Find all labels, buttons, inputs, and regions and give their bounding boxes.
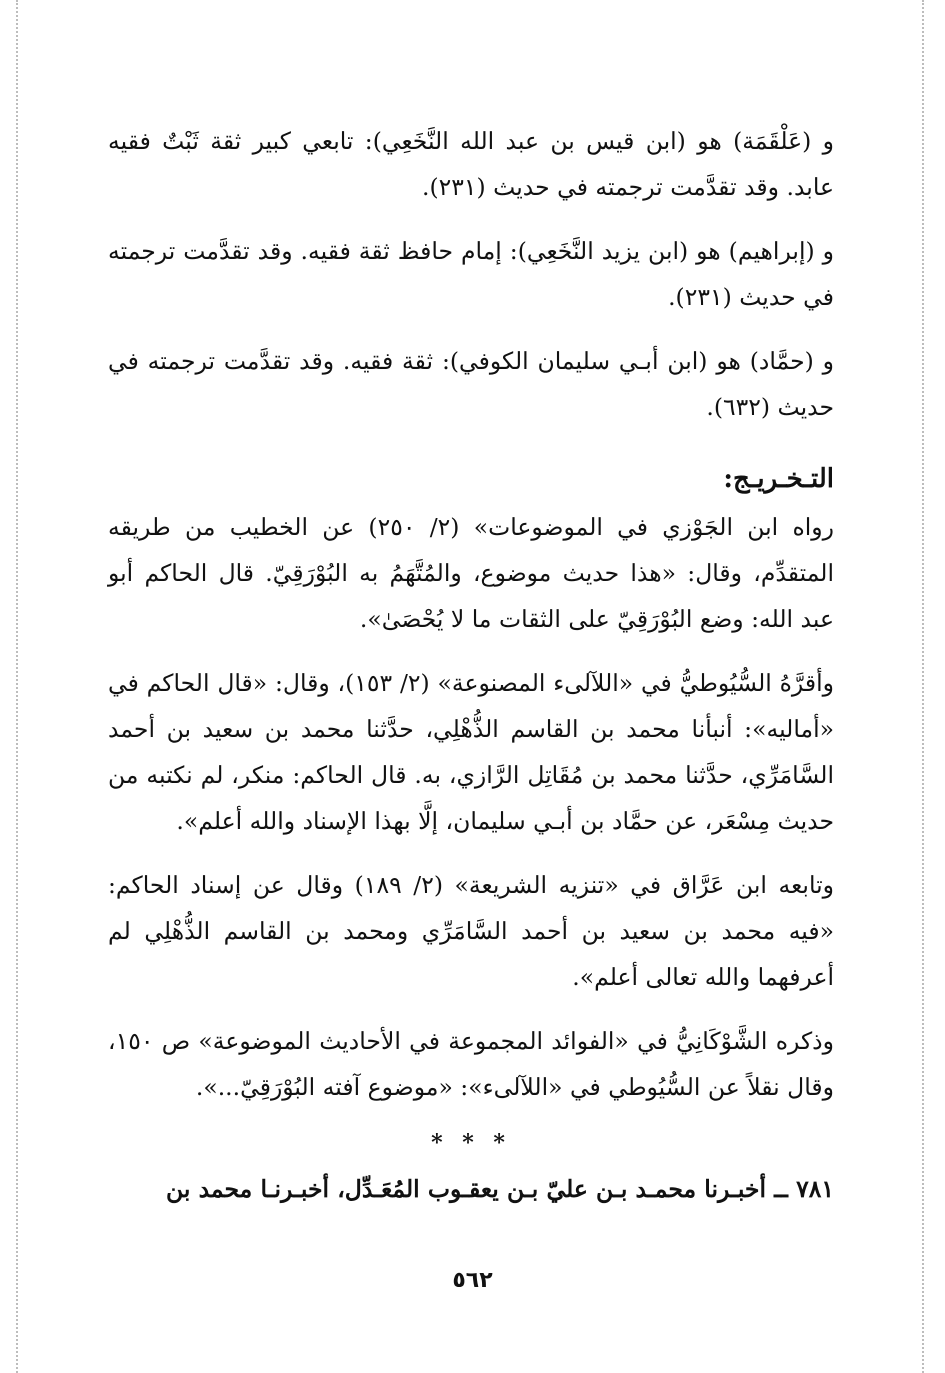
right-margin-guide <box>922 0 924 1373</box>
narrator-alqama: و (عَلْقَمَة) هو (ابن قيس بن عبد الله النَّخَعِي): تابعي كبير ثقة ثَبْتٌ فقيه عابد. وقد تقدَّمت ترجمته في حديث (٢٣١). <box>108 127 834 201</box>
hadith-781-start: ٧٨١ ــ أخبـرنا محمـد بـن عليّ بـن يعقـوب المُعَـدِّل، أخبـرنـا محمد بن <box>165 1175 834 1203</box>
page-body <box>108 118 834 1212</box>
left-margin-guide <box>16 0 18 1373</box>
takhrij-paragraph-1: رواه ابن الجَوْزي في الموضوعات» (٢/ ٢٥٠) عن الخطيب من طريقه المتقدِّم، وقال: «هذا حديث موضوع، والمُتَّهَمُ به البُوْرَقِيّ. قال الحاكم أبو عبد الله: وضع البُوْرَقِيّ على الثقات ما لا يُحْصَىٰ». <box>108 513 834 633</box>
takhrij-heading: التـخـريـج: <box>723 464 834 494</box>
takhrij-paragraph-3: وتابعه ابن عَرَّاق في «تنزيه الشريعة» (٢/ ١٨٩) وقال عن إسناد الحاكم: «فيه محمد بن سعيد بن أحمد السَّامَرِّي ومحمد بن القاسم الذُّهْلِي لم أعرفهما والله تعالى أعلم». <box>108 871 834 991</box>
takhrij-paragraph-2: وأقرَّهُ السُّيُوطيُّ في «اللآلىء المصنوعة» (٢/ ١٥٣)، وقال: «قال الحاكم في «أماليه»: أنبأنا محمد بن القاسم الذُّهْلِي، حدَّثنا محمد بن سعيد بن أحمد السَّامَرِّي، حدَّثنا محمد بن مُقَاتِل الرَّازي، به. قال الحاكم: منكر، لم نكتبه من حديث مِسْعَر، عن حمَّاد بن أبـي سليمان، إلَّا بهذا الإسناد والله أعلم». <box>108 669 834 835</box>
narrator-ibrahim: و (إبراهيم) هو (ابن يزيد النَّخَعِي): إمام حافظ ثقة فقيه. وقد تقدَّمت ترجمته في حديث (٢٣١). <box>108 237 834 311</box>
section-separator: * * * <box>431 1130 511 1156</box>
narrator-hammad: و (حمَّاد) هو (ابن أبـي سليمان الكوفي): ثقة فقيه. وقد تقدَّمت ترجمته في حديث (٦٣٢). <box>108 347 834 421</box>
page-number: ٥٦٢ <box>452 1268 493 1293</box>
takhrij-paragraph-4: وذكره الشَّوْكَانِيُّ في «الفوائد المجموعة في الأحاديث الموضوعة» ص ١٥٠، وقال نقلاً عن السُّيُوطي في «اللآلىء»: «موضوع آفته البُوْرَقِيّ...». <box>108 1027 834 1101</box>
